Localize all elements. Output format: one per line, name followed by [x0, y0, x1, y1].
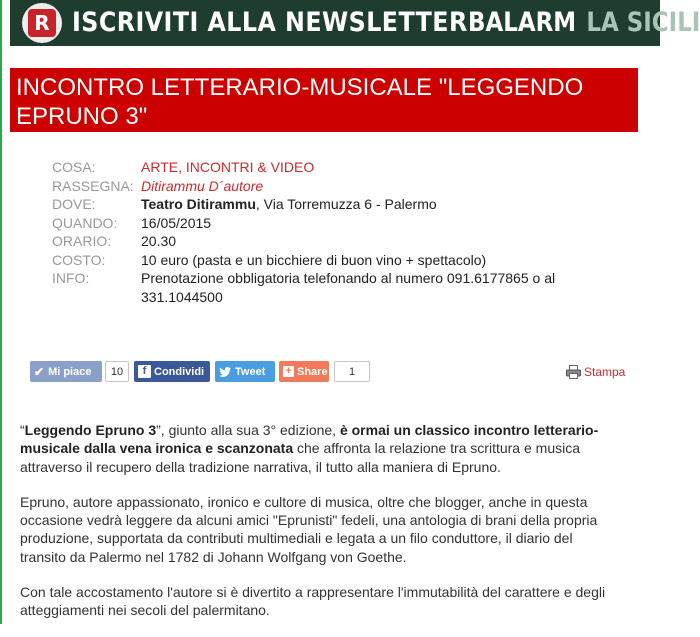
event-name-bold: Leggendo Epruno 3: [24, 422, 157, 438]
detail-row-info: [52, 269, 581, 306]
quando-label: QUANDO:: [52, 214, 118, 231]
event-title: INCONTRO LETTERARIO-MUSICALE "LEGGENDO EPRUNO 3": [10, 68, 638, 132]
banner-brand: [468, 4, 700, 42]
thumbs-up-icon: ✔: [34, 364, 45, 379]
quando-value: 16/05/2015: [141, 214, 212, 231]
orario-label: ORARIO:: [52, 233, 112, 249]
brand-tagline: LA SICILI: [586, 7, 700, 38]
newsletter-signup-text[interactable]: ISCRIVITI ALLA NEWSLETTER: [72, 7, 468, 38]
venue-address: , Via Torremuzza 6 - Palermo: [255, 196, 437, 212]
print-label: Stampa: [584, 365, 626, 379]
facebook-share-label: Condividi: [154, 365, 205, 378]
event-details-table: [52, 158, 581, 306]
balarm-logo: [22, 3, 62, 43]
highlight-bold: è ormai un classico incontro letterario-musicale dalla vena ironica e scanzonata: [20, 422, 599, 457]
like-count: 10: [105, 361, 129, 382]
detail-row-cosa: [52, 158, 581, 177]
tweet-label: Tweet: [235, 365, 266, 378]
share-label: Share: [297, 365, 328, 378]
venue-name[interactable]: Teatro Ditirammu: [141, 196, 256, 212]
rassegna-link[interactable]: Ditirammu D´autore: [141, 177, 264, 194]
article-paragraph-1: “Leggendo Epruno 3”, giunto alla sua 3° edizione, è ormai un classico incontro letterario-musicale dalla vena ironica e scanzonata che affronta la relazione tra scrittura e musica attraverso il recupero della tradizione narrativa, il tutto alla maniera di Epruno.: [20, 422, 599, 475]
detail-row-orario: [52, 232, 581, 251]
brand-name: BALARM: [468, 7, 577, 38]
addthis-share-button[interactable]: [279, 361, 329, 382]
print-link[interactable]: [566, 365, 625, 379]
facebook-share-button[interactable]: [134, 361, 210, 382]
article-paragraph-2: Epruno, autore appassionato, ironico e cultore di musica, oltre che blogger, anche in questa occasione vedrà leggere da alcuni amici "Eprunisti" fedeli, una antologia di brani della propria produzione, supportata da contributi multimediali e legata a un filo conduttore, il diario del transito da Palermo nel 1782 di Johann Wolfgang von Goethe.: [20, 493, 598, 565]
newsletter-banner[interactable]: [10, 0, 700, 46]
orario-value: 20.30: [141, 233, 177, 249]
share-count: 1: [334, 361, 370, 382]
twitter-bird-icon: [219, 367, 231, 377]
article-paragraph-3: Con tale accostamento l'autore si è divertito a rappresentare l'immutabilità del carattere e degli atteggiamenti nei secoli del palermitano.: [20, 584, 606, 619]
detail-row-quando: [52, 214, 581, 233]
article-body: [20, 421, 622, 637]
info-label: INFO:: [52, 270, 90, 286]
costo-label: COSTO:: [52, 251, 106, 268]
dove-label: DOVE:: [52, 196, 96, 212]
costo-value: 10 euro (pasta e un bicchiere di buon vino + spettacolo): [141, 251, 487, 268]
printer-icon: [566, 365, 581, 379]
facebook-icon: f: [138, 365, 151, 378]
info-value: Prenotazione obbligatoria telefonando al numero 091.6177865 o al 331.1044500: [141, 270, 556, 305]
detail-row-dove: [52, 195, 581, 214]
detail-row-costo: [52, 251, 581, 270]
plus-icon: +: [283, 366, 294, 377]
logo-letter: R: [28, 9, 56, 37]
left-accent-stripe: [0, 0, 2, 624]
category-link[interactable]: ARTE, INCONTRI & VIDEO: [141, 159, 315, 175]
tweet-button[interactable]: [215, 361, 275, 382]
rassegna-label: RASSEGNA:: [52, 177, 134, 194]
facebook-like-button[interactable]: [30, 361, 102, 382]
cosa-label: COSA:: [52, 159, 96, 175]
detail-row-rassegna: [52, 177, 581, 196]
like-label: Mi piace: [48, 365, 92, 378]
